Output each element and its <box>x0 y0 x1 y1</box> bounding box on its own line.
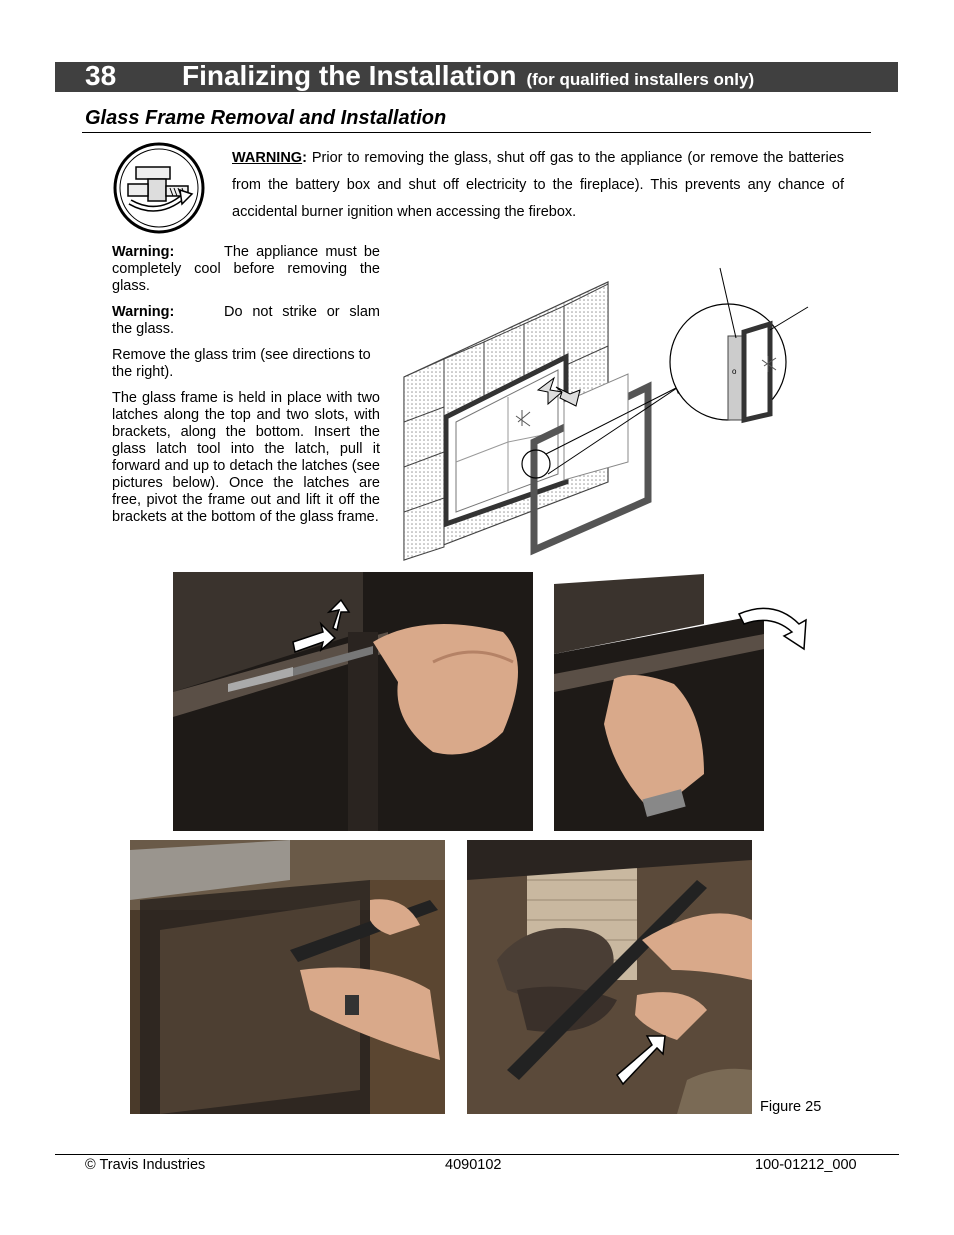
warning-cool-text: The appliance must be completely cool before removing the glass. <box>112 244 380 294</box>
gas-valve-shutoff-icon <box>110 142 208 234</box>
photo-lift-frame <box>130 840 445 1114</box>
glass-frame-paragraph: The glass frame is held in place with two latches along the top and two slots, with brackets, along the bottom. Insert the glass latch tool into the latch, pull it forward and up to detach the latches (see pictures below). Once the latches are free, pivot the frame out and lift it off the brackets at the bottom of the glass frame. <box>112 390 380 525</box>
instructions-column <box>112 244 380 535</box>
footer-doc-number: 4090102 <box>445 1157 502 1173</box>
warning-strike-text: Do not strike or slam the glass. <box>112 304 380 337</box>
warning-body: Prior to removing the glass, shut off gas to the appliance (or remove the batteries from the battery box and shut off electricity to the fireplace). This prevents any chance of accidental burner ignition when accessing the firebox. <box>232 150 845 220</box>
footer-divider <box>55 1154 899 1155</box>
page-title <box>182 60 754 96</box>
warning-label-colon: : <box>302 150 307 166</box>
warning-strike <box>112 304 380 338</box>
photo-remove-frame <box>467 840 752 1114</box>
footer-copyright: © Travis Industries <box>85 1157 206 1173</box>
section-divider <box>82 132 871 133</box>
footer-part-number: 100-01212_000 <box>755 1157 857 1173</box>
glass-frame-diagram <box>398 262 818 562</box>
warning-cool <box>112 244 380 295</box>
warning-paragraph <box>232 145 844 226</box>
warning-cool-label: Warning: <box>112 244 175 260</box>
section-heading: Glass Frame Removal and Installation <box>85 107 447 129</box>
warning-label: WARNING <box>232 150 303 166</box>
photo-pivot-frame <box>554 574 814 831</box>
figure-caption: Figure 25 <box>760 1099 822 1115</box>
latch-detail-inset <box>670 268 808 420</box>
svg-text:o: o <box>732 367 737 376</box>
page-title-text: Finalizing the Installation <box>182 60 517 91</box>
page-subtitle: (for qualified installers only) <box>526 70 755 89</box>
page-number: 38 <box>85 60 117 91</box>
warning-strike-label: Warning: <box>112 304 175 320</box>
remove-trim-paragraph: Remove the glass trim (see directions to the right). <box>112 347 371 380</box>
photo-latch-tool <box>173 572 533 831</box>
